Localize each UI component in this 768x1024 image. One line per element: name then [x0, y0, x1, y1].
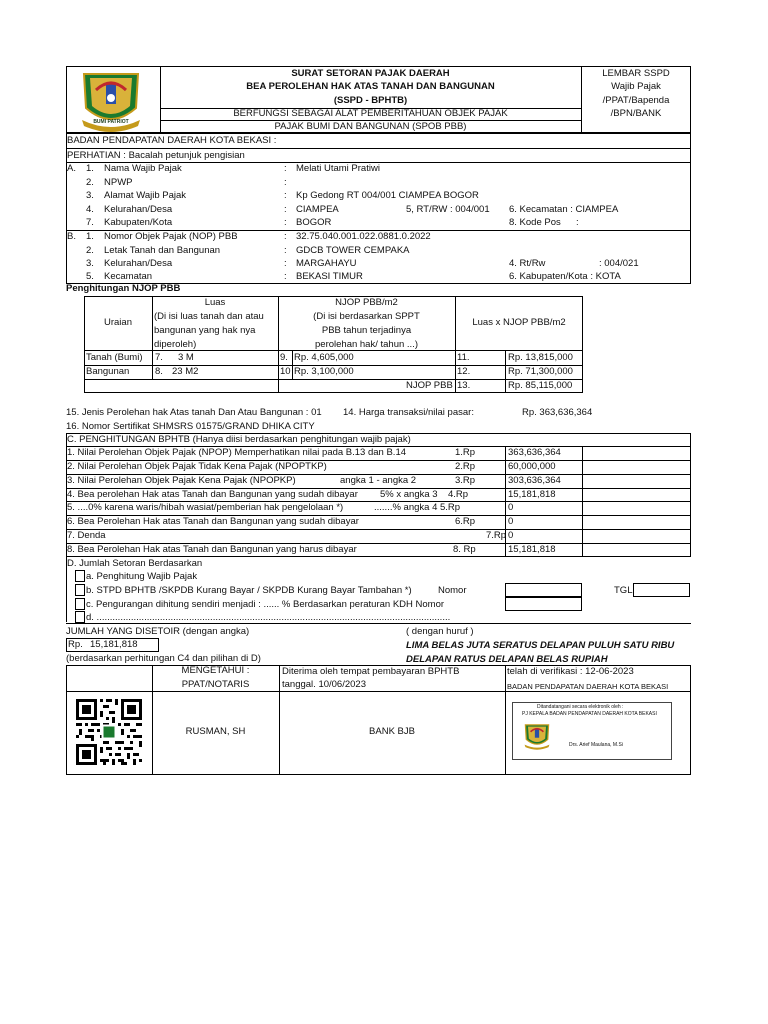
- b-label-1: Nomor Objek Pajak (NOP) PBB: [104, 231, 238, 242]
- njop-row-n3: 11.: [457, 352, 470, 363]
- esign-seal: [522, 721, 552, 751]
- njop-row-luas: 23 M2: [172, 366, 199, 377]
- d-option-b: b. STPD BPHTB /SKPDB Kurang Bayar / SKPDB Kurang Bayar Tambahan *): [86, 585, 412, 596]
- b-colon-3: :: [284, 258, 287, 269]
- njop-head-luas-4: diperoleh): [154, 339, 197, 350]
- c-row-mid: angka 1 - angka 2: [340, 475, 417, 486]
- checkbox-d[interactable]: [75, 611, 85, 623]
- b-colon-1: :: [284, 231, 287, 242]
- d-option-d: d. ......................................................................................................................................: [86, 612, 451, 623]
- d-nomor-field[interactable]: [505, 583, 582, 597]
- footer-mengetahui: MENGETAHUI :: [181, 665, 250, 676]
- esign-line-2: PJ KEPALA BADAN PENDAPATAN DAERAH KOTA BEKASI: [522, 711, 657, 717]
- a-colon-3: :: [284, 190, 287, 201]
- d-tgl-label: TGL: [614, 585, 633, 596]
- njop-row-njop: Rp. 3,100,000: [294, 366, 354, 377]
- njop-head-njop-3: PBB tahun terjadinya: [321, 325, 412, 336]
- header-sub-2: PAJAK BUMI DAN BANGUNAN (SPOB PBB): [274, 121, 467, 132]
- a-colon-2: :: [284, 177, 287, 188]
- c-row-label: 5. ....0% karena waris/hibah wasiat/pemberian hak pengelolaan *): [67, 502, 344, 513]
- a-no-4: 4.: [86, 204, 94, 215]
- njop-row-njop: Rp. 4,605,000: [294, 352, 354, 363]
- c-row-value: 0: [508, 502, 514, 513]
- esign-line-3: Drs. Arief Maulana, M.Si: [569, 742, 623, 748]
- checkbox-a[interactable]: [75, 570, 85, 582]
- a-colon-4: :: [284, 204, 287, 215]
- b-label-2: Letak Tanah dan Bangunan: [104, 245, 221, 256]
- c-row-mid: 5% x angka 3: [380, 489, 438, 500]
- taxpayer-address: Kp Gedong RT 004/001 CIAMPEA BOGOR: [296, 190, 479, 201]
- c-row-value: 0: [508, 516, 514, 527]
- c-row-ref: 8. Rp: [453, 544, 476, 555]
- footer-ppat: PPAT/NOTARIS: [181, 679, 250, 690]
- njop-row-n1: 8.: [155, 366, 163, 377]
- c-row-ref: 6.Rp: [455, 516, 476, 527]
- esign-line-1: Ditandatangani secara elektronik oleh :: [537, 704, 624, 710]
- header-title-1: SURAT SETORAN PAJAK DAERAH: [291, 68, 450, 79]
- a-label-7: Kabupaten/Kota: [104, 217, 173, 228]
- njop-row-n1: 7.: [155, 352, 163, 363]
- a-district: 6. Kecamatan : CIAMPEA: [509, 204, 619, 215]
- nop-number: 32.75.040.001.022.0881.0.2022: [296, 231, 431, 242]
- d-option-c-field[interactable]: [505, 597, 582, 611]
- b-village: MARGAHAYU: [296, 258, 357, 269]
- njop-sum-value: Rp. 85,115,000: [508, 380, 573, 391]
- b-rtrw-value: : 004/021: [599, 258, 639, 269]
- njop-sum-label: NJOP PBB: [406, 380, 453, 391]
- c-row-value: 15,181,818: [508, 489, 556, 500]
- a-village: CIAMPEA: [296, 204, 339, 215]
- jumlah-words-2: DELAPAN RATUS DELAPAN BELAS RUPIAH: [406, 654, 608, 665]
- b-district: BEKASI TIMUR: [296, 271, 363, 282]
- jumlah-amount: 15,181,818: [90, 639, 138, 650]
- a-regency: BOGOR: [296, 217, 332, 228]
- njop-row-label: Tanah (Bumi): [86, 352, 143, 363]
- b-no-1: 1.: [86, 231, 94, 242]
- footer-badan: BADAN PENDAPATAN DAERAH KOTA BEKASI: [507, 682, 669, 691]
- c-row-value: 303,636,364: [508, 475, 561, 486]
- c-row-mid: .......% angka 4: [374, 502, 438, 513]
- c-row-ref: 5.Rp: [440, 502, 461, 513]
- section-a-letter: A.: [67, 163, 76, 174]
- njop-head-luas-3: bangunan yang hak nya: [154, 325, 256, 336]
- b-label-3: Kelurahan/Desa: [104, 258, 173, 269]
- njop-row-label: Bangunan: [86, 366, 130, 377]
- a-no-7: 7.: [86, 217, 94, 228]
- c-row-label: 2. Nilai Perolehan Objek Pajak Tidak Kena Pajak (NPOPTKP): [67, 461, 327, 472]
- city-logo: [76, 68, 146, 132]
- c-row-value: 0: [508, 530, 514, 541]
- property-location: GDCB TOWER CEMPAKA: [296, 245, 410, 256]
- njop-head-njop-2: (Di isi berdasarkan SPPT: [313, 311, 420, 322]
- c-row-label: 6. Bea Perolehan Hak atas Tanah dan Bangunan yang sudah dibayar: [67, 516, 359, 527]
- jumlah-label: JUMLAH YANG DISETOIR (dengan angka): [66, 626, 250, 637]
- header-sub-1: BERFUNGSI SEBAGAI ALAT PEMBERITAHUAN OBJEK PAJAK: [233, 108, 508, 119]
- a-label-1: Nama Wajib Pajak: [104, 163, 182, 174]
- transaction-value: Rp. 363,636,364: [522, 407, 593, 418]
- a-no-2: 2.: [86, 177, 94, 188]
- jumlah-words-1: LIMA BELAS JUTA SERATUS DELAPAN PULUH SATU RIBU: [406, 640, 675, 651]
- b-colon-2: :: [284, 245, 287, 256]
- a-no-1: 1.: [86, 163, 94, 174]
- c-row-label: 3. Nilai Perolehan Objek Pajak Kena Pajak (NPOPKP): [67, 475, 296, 486]
- c-row-value: 15,181,818: [508, 544, 556, 555]
- njop-row-n2: 10: [280, 366, 291, 377]
- lembar-line-2: Wajib Pajak: [611, 81, 661, 92]
- b-colon-5: :: [284, 271, 287, 282]
- lembar-line-4: /BPN/BANK: [610, 108, 662, 119]
- a-colon-1: :: [284, 163, 287, 174]
- taxpayer-name: Melati Utami Pratiwi: [296, 163, 380, 174]
- c-row-label: 7. Denda: [67, 530, 106, 541]
- njop-row-luas: 3 M: [178, 352, 194, 363]
- jumlah-huruf-label: ( dengan huruf ): [406, 626, 474, 637]
- a-label-3: Alamat Wajib Pajak: [104, 190, 187, 201]
- a-label-2: NPWP: [104, 177, 133, 188]
- a-no-3: 3.: [86, 190, 94, 201]
- checkbox-b[interactable]: [75, 584, 85, 596]
- d-tgl-field[interactable]: [633, 583, 690, 597]
- njop-head-luas-1: Luas: [204, 297, 226, 308]
- njop-head-njop-1: NJOP PBB/m2: [335, 297, 398, 308]
- jumlah-rp: Rp.: [68, 639, 83, 650]
- certificate-number: 16. Nomor Sertifikat SHMSRS 01575/GRAND DHIKA CITY: [66, 421, 315, 432]
- section-b-letter: B.: [67, 231, 76, 242]
- njop-title: Penghitungan NJOP PBB: [66, 283, 181, 294]
- c-row-ref: 7.Rp: [486, 530, 507, 541]
- c-row-ref: 1.Rp: [455, 447, 476, 458]
- d-option-a: a. Penghitung Wajib Pajak: [86, 571, 198, 582]
- footer-verifikasi: telah di verifikasi : 12-06-2023: [507, 666, 634, 677]
- njop-sum-no: 13.: [457, 380, 471, 391]
- transaction-label: 14. Harga transaksi/nilai pasar:: [343, 407, 474, 418]
- header-title-3: (SSPD - BPHTB): [333, 95, 408, 106]
- lembar-line-1: LEMBAR SSPD: [602, 68, 670, 79]
- c-row-ref: 4.Rp: [448, 489, 469, 500]
- qr-code-icon: [73, 696, 145, 768]
- njop-head-luas-2: (Di isi luas tanah dan atau: [154, 311, 264, 322]
- a-postcode-colon: :: [576, 217, 579, 228]
- njop-head-total: Luas x NJOP PBB/m2: [472, 317, 566, 328]
- acquisition-type: 15. Jenis Perolehan hak Atas tanah Dan Atau Bangunan : 01: [66, 407, 322, 418]
- c-row-label: 8. Bea Perolehan Hak atas Tanah dan Bangunan yang harus dibayar: [67, 544, 357, 555]
- c-row-label: 1. Nilai Perolehan Objek Pajak (NPOP) Memperhatikan nilai pada B.13 dan B.14: [67, 447, 407, 458]
- a-rtrw: 5, RT/RW : 004/001: [406, 204, 490, 215]
- section-d-title: D. Jumlah Setoran Berdasarkan: [67, 558, 203, 569]
- jumlah-note: (berdasarkan perhitungan C4 dan pilihan di D): [66, 653, 261, 664]
- njop-row-n2: 9.: [280, 352, 288, 363]
- logo-text: BUMI PATRIOT: [93, 119, 129, 125]
- b-no-5: 5.: [86, 271, 94, 282]
- notice-line: PERHATIAN : Bacalah petunjuk pengisian: [67, 150, 245, 161]
- section-c-title: C. PENGHITUNGAN BPHTB (Hanya diisi berdasarkan penghitungan wajib pajak): [67, 434, 411, 445]
- c-row-ref: 3.Rp: [455, 475, 476, 486]
- a-postcode-label: 8. Kode Pos: [509, 217, 561, 228]
- b-rtrw-label: 4. Rt/Rw: [509, 258, 546, 269]
- njop-row-total: Rp. 13,815,000: [508, 352, 573, 363]
- c-row-value: 363,636,364: [508, 447, 561, 458]
- agency-line: BADAN PENDAPATAN DAERAH KOTA BEKASI :: [67, 135, 277, 146]
- b-no-2: 2.: [86, 245, 94, 256]
- b-no-3: 3.: [86, 258, 94, 269]
- njop-head-njop-4: perolehan hak/ tahun ...): [315, 339, 418, 350]
- b-label-5: Kecamatan: [104, 271, 153, 282]
- b-regency: 6. Kabupaten/Kota : KOTA: [509, 271, 621, 282]
- njop-row-n3: 12.: [457, 366, 471, 377]
- bank-name: BANK BJB: [369, 726, 415, 737]
- c-row-ref: 2.Rp: [455, 461, 476, 472]
- checkbox-c[interactable]: [75, 598, 85, 610]
- notaris-name: RUSMAN, SH: [185, 726, 246, 737]
- c-row-value: 60,000,000: [508, 461, 556, 472]
- d-nomor-label: Nomor: [438, 585, 467, 596]
- footer-tanggal: tanggal. 10/06/2023: [282, 679, 366, 690]
- d-option-c: c. Pengurangan dihitung sendiri menjadi : ...... % Berdasarkan peraturan KDH Nomor: [86, 599, 445, 610]
- c-row-label: 4. Bea perolehan Hak atas Tanah dan Bangunan yang sudah dibayar: [67, 489, 358, 500]
- lembar-line-3: /PPAT/Bapenda: [602, 95, 670, 106]
- njop-row-total: Rp. 71,300,000: [508, 366, 573, 377]
- a-colon-7: :: [284, 217, 287, 228]
- njop-head-uraian: Uraian: [104, 317, 132, 328]
- a-label-4: Kelurahan/Desa: [104, 204, 173, 215]
- footer-diterima: Diterima oleh tempat pembayaran BPHTB: [282, 666, 460, 677]
- header-title-2: BEA PEROLEHAN HAK ATAS TANAH DAN BANGUNAN: [246, 81, 495, 92]
- qr-code: [73, 696, 145, 768]
- city-emblem-icon: [522, 721, 552, 751]
